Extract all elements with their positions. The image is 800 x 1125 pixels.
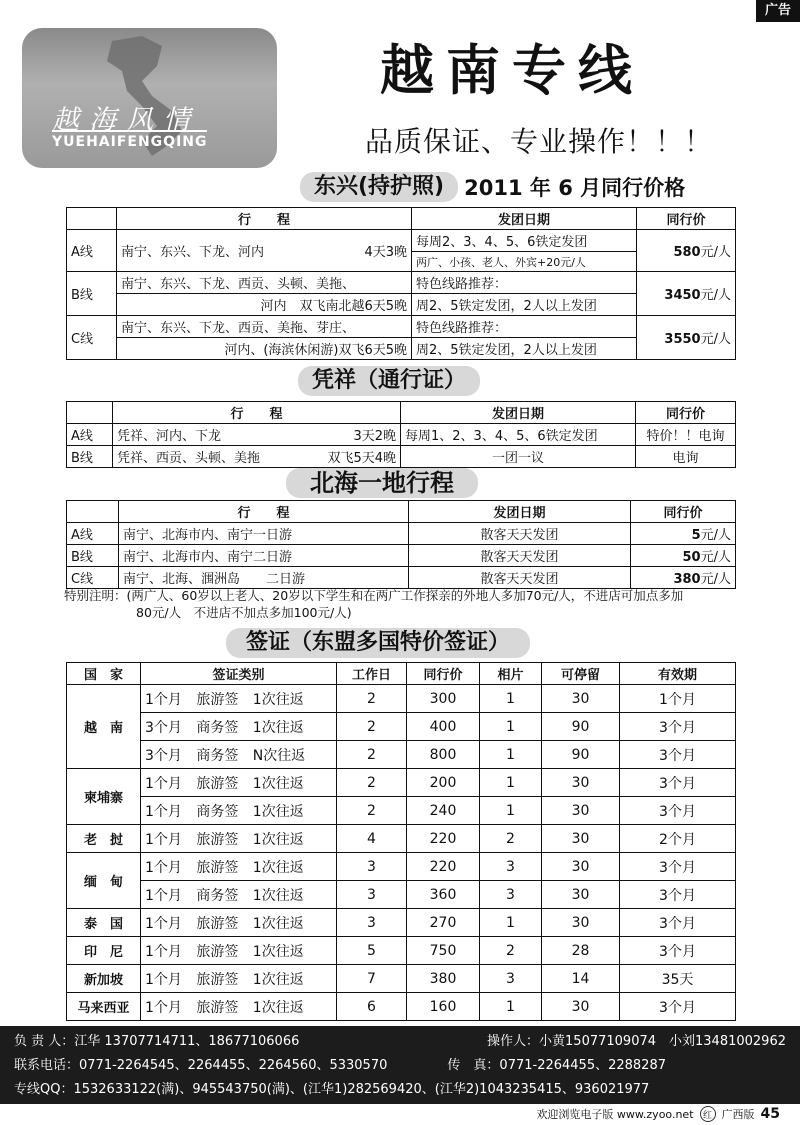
- stay-cell: 30: [542, 797, 620, 825]
- col-header: 有效期: [620, 663, 736, 685]
- workdays-cell: 3: [337, 853, 407, 881]
- logo-chinese-name: 越海风情: [52, 105, 200, 136]
- route-cell: 南宁、北海市内、南宁一日游: [119, 523, 409, 545]
- visa-body: [67, 685, 736, 1021]
- validity-cell: 3个月: [620, 937, 736, 965]
- validity-cell: 3个月: [620, 741, 736, 769]
- table-row: [67, 424, 736, 446]
- route-text: 凭祥、河内、下龙: [117, 429, 222, 444]
- dongxing-price-date: 2011 年 6 月同行价格: [464, 176, 686, 200]
- route-cell: [117, 230, 412, 272]
- stay-cell: 30: [542, 825, 620, 853]
- photos-cell: 1: [480, 685, 542, 713]
- col-header: 行 程: [117, 208, 412, 230]
- workdays-cell: 5: [337, 937, 407, 965]
- price-value: 5: [691, 528, 701, 543]
- footer-qq: 专线QQ：1532633122(满)、945543750(满)、(江华1)282569420、(江华2)1043235415、936021977: [14, 1082, 650, 1097]
- col-header: 行 程: [113, 402, 401, 424]
- photos-cell: 1: [480, 769, 542, 797]
- price-unit: 元/人: [700, 332, 731, 347]
- table-row: [67, 230, 736, 252]
- date-cell: 一团一议: [401, 446, 636, 468]
- photos-cell: 3: [480, 965, 542, 993]
- visa-type-cell: 3个月 商务签 N次往返: [141, 741, 337, 769]
- photos-cell: 3: [480, 853, 542, 881]
- route-text: 凭祥、西贡、头顿、美拖: [117, 451, 261, 466]
- price-cell: [637, 316, 736, 360]
- table-row: [67, 685, 736, 713]
- visa-type-cell: 1个月 旅游签 1次往返: [141, 825, 337, 853]
- line-id: A线: [67, 523, 119, 545]
- date-cell: 散客天天发团: [409, 523, 631, 545]
- route-cell: 河内 双飞南北越6天5晚: [117, 294, 412, 316]
- photos-cell: 2: [480, 937, 542, 965]
- route-cell: 南宁、北海市内、南宁二日游: [119, 545, 409, 567]
- col-header: 同行价: [631, 501, 736, 523]
- price-cell: [637, 230, 736, 272]
- table-row: [67, 545, 736, 567]
- line-id: C线: [67, 567, 119, 589]
- table-row: [67, 909, 736, 937]
- date-cell: 特色线路推荐：: [412, 316, 637, 338]
- date-cell: 每周1、2、3、4、5、6铁定发团: [401, 424, 636, 446]
- note-line: 特别注明：(两广人、60岁以上老人、20岁以下学生和在两广工作探亲的外地人多加70元/人，不进店可加点多加: [64, 588, 684, 603]
- price-cell: 400: [407, 713, 480, 741]
- stay-cell: 30: [542, 909, 620, 937]
- price-value: 3550: [664, 332, 701, 347]
- table-row: [67, 272, 736, 294]
- stay-cell: 30: [542, 769, 620, 797]
- validity-cell: 3个月: [620, 909, 736, 937]
- route-duration: 双飞5天4晚: [327, 451, 396, 466]
- table-header-row: [67, 663, 736, 685]
- slogan: 品质保证、专业操作！！！: [365, 125, 714, 158]
- contact-footer: [0, 1026, 800, 1104]
- page-title: 越南专线: [380, 38, 644, 102]
- country-cell: 缅 甸: [67, 853, 141, 909]
- workdays-cell: 2: [337, 769, 407, 797]
- workdays-cell: 3: [337, 881, 407, 909]
- ad-tag: 广告: [756, 0, 800, 22]
- col-header: 同行价: [407, 663, 480, 685]
- special-note: [64, 587, 744, 621]
- route-cell: 南宁、东兴、下龙、西贡、美拖、芽庄、: [117, 316, 412, 338]
- footer-phone: 联系电话：0771-2264545、2264455、2264560、5330570: [14, 1058, 388, 1073]
- visa-type-cell: 1个月 旅游签 1次往返: [141, 965, 337, 993]
- footer-row: [14, 1078, 786, 1102]
- validity-cell: 3个月: [620, 853, 736, 881]
- photos-cell: 1: [480, 993, 542, 1021]
- country-cell: 马来西亚: [67, 993, 141, 1021]
- stay-cell: 30: [542, 853, 620, 881]
- country-cell: 老 挝: [67, 825, 141, 853]
- country-cell: 印 尼: [67, 937, 141, 965]
- route-cell: 河内、(海滨休闲游)双飞6天5晚: [117, 338, 412, 360]
- footer-row: [14, 1030, 786, 1054]
- price-value: 380: [673, 572, 701, 587]
- validity-cell: 3个月: [620, 993, 736, 1021]
- price-unit: 元/人: [700, 288, 731, 303]
- col-header: [67, 402, 113, 424]
- edition-label: 广西版: [721, 1108, 755, 1121]
- date-cell: 每周2、3、4、5、6铁定发团: [412, 230, 637, 252]
- validity-cell: 3个月: [620, 797, 736, 825]
- line-id: B线: [67, 272, 117, 316]
- table-row: [67, 523, 736, 545]
- visa-type-cell: 3个月 商务签 1次往返: [141, 713, 337, 741]
- table-header-row: [67, 208, 736, 230]
- col-header: [67, 501, 119, 523]
- beihai-heading: [286, 468, 478, 498]
- col-header: [67, 208, 117, 230]
- photos-cell: 2: [480, 825, 542, 853]
- visa-type-cell: 1个月 旅游签 1次往返: [141, 769, 337, 797]
- photos-cell: 3: [480, 881, 542, 909]
- route-duration: 3天2晚: [353, 429, 396, 444]
- date-cell: 特色线路推荐：: [412, 272, 637, 294]
- line-id: B线: [67, 446, 113, 468]
- price-cell: 240: [407, 797, 480, 825]
- website-text: 欢迎浏览电子版 www.zyoo.net: [536, 1108, 694, 1121]
- table-row: [67, 446, 736, 468]
- price-cell: 750: [407, 937, 480, 965]
- photos-cell: 1: [480, 909, 542, 937]
- stay-cell: 30: [542, 881, 620, 909]
- price-cell: [631, 545, 736, 567]
- visa-type-cell: 1个月 商务签 1次往返: [141, 797, 337, 825]
- visa-type-cell: 1个月 旅游签 1次往返: [141, 853, 337, 881]
- price-cell: 特价！！电询: [636, 424, 736, 446]
- workdays-cell: 2: [337, 685, 407, 713]
- stay-cell: 30: [542, 993, 620, 1021]
- workdays-cell: 6: [337, 993, 407, 1021]
- route-cell: 南宁、北海、涠洲岛 二日游: [119, 567, 409, 589]
- dongxing-table: [66, 207, 736, 360]
- price-unit: 元/人: [700, 572, 731, 587]
- visa-type-cell: 1个月 旅游签 1次往返: [141, 937, 337, 965]
- line-id: C线: [67, 316, 117, 360]
- table-header-row: [67, 501, 736, 523]
- price-cell: 800: [407, 741, 480, 769]
- country-cell: 越 南: [67, 685, 141, 769]
- pingxiang-table: [66, 401, 736, 468]
- workdays-cell: 4: [337, 825, 407, 853]
- table-row: [67, 965, 736, 993]
- table-header-row: [67, 402, 736, 424]
- table-row: [67, 825, 736, 853]
- price-cell: 电询: [636, 446, 736, 468]
- date-note: 两广、小孩、老人、外宾+20元/人: [412, 252, 637, 272]
- note-line: 80元/人 不进店不加点多加100元/人): [136, 605, 352, 620]
- country-cell: 泰 国: [67, 909, 141, 937]
- stay-cell: 90: [542, 713, 620, 741]
- col-header: 行 程: [119, 501, 409, 523]
- pingxiang-pill: 凭祥（通行证）: [298, 366, 480, 396]
- workdays-cell: 7: [337, 965, 407, 993]
- price-cell: 160: [407, 993, 480, 1021]
- page-footer: [536, 1106, 780, 1122]
- validity-cell: 3个月: [620, 769, 736, 797]
- price-unit: 元/人: [700, 245, 731, 260]
- validity-cell: 3个月: [620, 881, 736, 909]
- route-cell: [113, 446, 401, 468]
- visa-table: [66, 662, 736, 1021]
- visa-type-cell: 1个月 旅游签 1次往返: [141, 685, 337, 713]
- route-duration: 4天3晚: [364, 245, 407, 260]
- table-row: [67, 769, 736, 797]
- route-text: 南宁、东兴、下龙、河内: [121, 245, 265, 260]
- country-cell: 柬埔寨: [67, 769, 141, 825]
- price-cell: [631, 567, 736, 589]
- footer-responsible: 负 责 人：江华 13707714711、18677106066: [14, 1034, 300, 1049]
- workdays-cell: 2: [337, 741, 407, 769]
- price-cell: 200: [407, 769, 480, 797]
- photos-cell: 1: [480, 741, 542, 769]
- photos-cell: 1: [480, 713, 542, 741]
- table-row: [67, 741, 736, 769]
- line-id: A线: [67, 424, 113, 446]
- validity-cell: 35天: [620, 965, 736, 993]
- date-cell: 散客天天发团: [409, 545, 631, 567]
- stay-cell: 90: [542, 741, 620, 769]
- visa-type-cell: 1个月 旅游签 1次往返: [141, 993, 337, 1021]
- stay-cell: 14: [542, 965, 620, 993]
- visa-type-cell: 1个月 旅游签 1次往返: [141, 909, 337, 937]
- table-row: [67, 567, 736, 589]
- stay-cell: 30: [542, 685, 620, 713]
- validity-cell: 2个月: [620, 825, 736, 853]
- col-header: 发团日期: [409, 501, 631, 523]
- workdays-cell: 3: [337, 909, 407, 937]
- col-header: 签证类别: [141, 663, 337, 685]
- col-header: 相片: [480, 663, 542, 685]
- col-header: 发团日期: [401, 402, 636, 424]
- table-row: [67, 713, 736, 741]
- beihai-pill: 北海一地行程: [286, 468, 478, 498]
- col-header: 工作日: [337, 663, 407, 685]
- price-cell: 220: [407, 825, 480, 853]
- line-id: A线: [67, 230, 117, 272]
- table-row: [67, 294, 736, 316]
- table-row: [67, 797, 736, 825]
- workdays-cell: 2: [337, 797, 407, 825]
- visa-pill: 签证（东盟多国特价签证）: [226, 628, 530, 658]
- visa-type-cell: 1个月 商务签 1次往返: [141, 881, 337, 909]
- table-row: [67, 338, 736, 360]
- date-cell: 散客天天发团: [409, 567, 631, 589]
- dongxing-heading: [300, 172, 685, 202]
- col-header: 同行价: [637, 208, 736, 230]
- country-cell: 新加坡: [67, 965, 141, 993]
- price-cell: [637, 272, 736, 316]
- price-cell: 270: [407, 909, 480, 937]
- price-unit: 元/人: [700, 550, 731, 565]
- footer-fax: 传 真：0771-2264455、2288287: [447, 1058, 666, 1073]
- table-row: [67, 993, 736, 1021]
- workdays-cell: 2: [337, 713, 407, 741]
- price-cell: 360: [407, 881, 480, 909]
- table-row: [67, 853, 736, 881]
- col-header: 同行价: [636, 402, 736, 424]
- validity-cell: 3个月: [620, 713, 736, 741]
- date-cell: 周2、5铁定发团，2人以上发团: [412, 338, 637, 360]
- price-unit: 元/人: [700, 528, 731, 543]
- price-cell: 300: [407, 685, 480, 713]
- edition-badge-icon: 红: [700, 1106, 716, 1122]
- stay-cell: 28: [542, 937, 620, 965]
- route-cell: 南宁、东兴、下龙、西贡、头顿、美拖、: [117, 272, 412, 294]
- footer-operators: 操作人：小黄15077109074 小刘13481002962: [487, 1034, 786, 1049]
- logo-english-name: YUEHAIFENGQING: [52, 130, 207, 150]
- visa-heading: [226, 628, 530, 658]
- line-id: B线: [67, 545, 119, 567]
- col-header: 国 家: [67, 663, 141, 685]
- validity-cell: 1个月: [620, 685, 736, 713]
- col-header: 可停留: [542, 663, 620, 685]
- table-row: [67, 937, 736, 965]
- route-cell: [113, 424, 401, 446]
- page-number: 45: [760, 1106, 780, 1122]
- price-value: 50: [682, 550, 701, 565]
- date-cell: 周2、5铁定发团，2人以上发团: [412, 294, 637, 316]
- price-value: 580: [673, 245, 701, 260]
- dongxing-pill: 东兴(持护照): [300, 172, 458, 202]
- price-value: 3450: [664, 288, 701, 303]
- price-cell: 380: [407, 965, 480, 993]
- company-logo: [22, 28, 277, 168]
- beihai-table: [66, 500, 736, 589]
- pingxiang-heading: [298, 366, 480, 396]
- table-row: [67, 316, 736, 338]
- footer-row: [14, 1054, 786, 1078]
- price-cell: 220: [407, 853, 480, 881]
- price-cell: [631, 523, 736, 545]
- photos-cell: 1: [480, 797, 542, 825]
- col-header: 发团日期: [412, 208, 637, 230]
- table-row: [67, 881, 736, 909]
